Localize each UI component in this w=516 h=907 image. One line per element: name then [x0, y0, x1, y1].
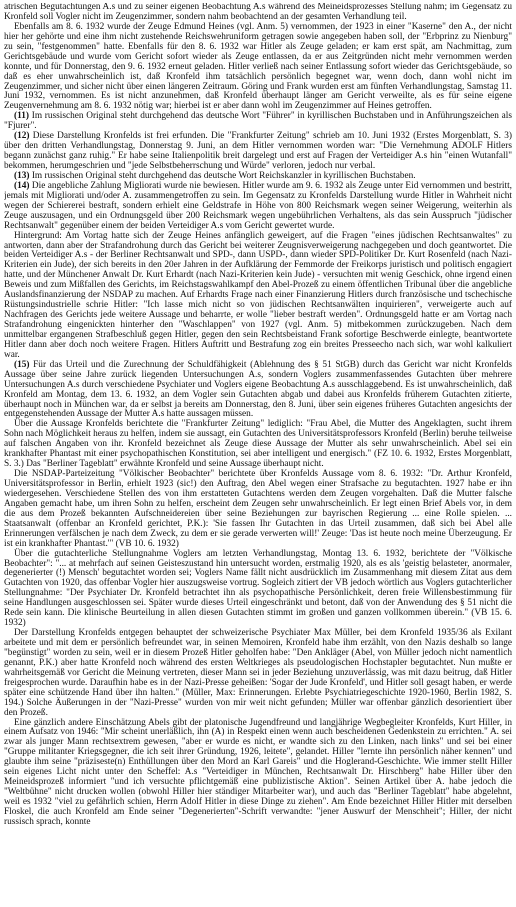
paragraph [4, 420, 512, 470]
paragraph [4, 23, 512, 112]
paragraph-text: Im russischen Original steht durchgehend das deutsche Wort "Führer" in kyrillischen Buchstaben und in Anführungszeichen als "Fjurer". [4, 111, 512, 132]
paragraph-text: Für das Urteil und die Zurechnung der Schuldfähigkeit (Ablehnung des § 51 StGB) durch das Gericht war nicht Kronfelds Aussage über seine Jahre zurück liegenden Untersuchungen A.s, sondern Voglers zusammenfassendes Gutachten über mehrere Untersuchungen A.s durch verschiedene Psychiater und Voglers eigene Beobachtung A.s ausschlaggebend. Es ist unwahrscheinlich, daß Kronfeld am Montag, dem 13. 6. 1932, an dem Vogler sein Gutachten abgab und dabei aus Kronfelds früherem Gutachten zitierte, überhaupt noch in München war, da er selbst ja bereits am Donnerstag, den 8. Juni, über sein eigenes früheres Gutachten angesichts der entgegenstehenden Aussage der Mutter A.s hatte aussagen müssen. [4, 359, 512, 420]
paragraph-text: Über die Aussage Kronfelds berichtete die "Frankfurter Zeitung" lediglich: "Frau Abel, die Mutter des Angeklagten, sucht ihrem Sohn nach Möglichkeit heraus zu helfen, indem sie aussagt, ein Gutachten des Universitätsprofessors Kronfeld (Berlin) beruhe teilweise auf falschen Angaben von ihr. Kronfeld bezeichnet als Zeuge diese Aussage der Mutter als sehr unwahrscheinlich. Abel sei ein krankhafter Phantast mit einer psychopathischen Konstitution, sei aber intelligent und energisch." (FZ 10. 6. 1932, Erstes Morgenblatt, S. 3.) Das "Berliner Tageblatt" erwähnte Kronfeld und seine Aussage überhaupt nicht. [4, 419, 512, 470]
paragraph-text: Über die gutachterliche Stellungnahme Voglers am letzten Verhandlungstag, Montag 13. 6. 1932, berichtete der "Völkische Beobachter": "... at mehrfach auf seinen Geisteszustand hin untersucht worden, erstmalig 1920, als es als 'geistig belasteter, anormaler, degenerierter (!) Mensch' begutachtet worden sei; Voglers Name fällt nicht ausdrücklich im Zusammenhang mit diesem Zitat aus dem Gutachten von 1920, das offenbar Vogler hier auszugsweise vortrug. Sogleich zitiert der VB jedoch wörtlich aus Voglers gutachterlicher Stellungnahme: "Der Psychiater Dr. Kronfeld betrachtet ihn als psychopathische Persönlichkeit, deren freie Willensbestimmung für seine Handlungen ausgeschlossen sei. Später wurde dieses Urteil eingeschränkt und betont, daß von der Anwendung des § 51 nicht die Rede sein kann. Die klinische Beurteilung in allen diesen Gutachten stimmt im großen und ganzen vollkommen überein." (VB 15. 6. 1932) [4, 548, 512, 629]
paragraph-text: Eine gänzlich andere Einschätzung Abels gibt der platonische Jugendfreund und langjährige Wegbegleiter Kronfelds, Kurt Hiller, in einem Aufsatz von 1946: "Mir scheint unerläßlich, ihn (A) in Respekt einen wenn auch bescheidenen Gedenkstein zu errichten." A. sei zwar als junger Mann rechtsextrem gewesen, "aber er wurde es nicht, er wandte sich zu den Linken, nach links" und sei bei einer "Gruppe militanter Kriegsgegner, die ich seit ihrer Gründung, 1926, leitete", gelandet. Hiller "lernte ihn persönlich näher kennen" und glaubte ihm seine "präziseste(n) Enthüllungen über den Mord an Karl Gareis" und die Hoglerand-Geschichte. Wie immer stellt Hiller sein eigenes Licht nicht unter den Scheffel: A.s "Verteidiger in München, Rechtsanwalt Dr. Hirschberg" habe Hiller über den Meineidsprozeß informiert "und ich versuchte pflichtgemäß eine publizistische Aktion". Seinen Artikel über A. habe jedoch die "Weltbühne" nicht drucken wollen (obwohl Hiller hier ständiger Mitarbeiter war), und auch das "Berliner Tageblatt" habe abgelehnt, weil es 1932 "viel zu gefährlich schien, Herrn Adolf Hitler in diese Dinge zu ziehen". Am Ende bezeichnet Hiller Hitler mit derselben Floskel, die auch Kronfeld am Ende seiner "Degenerierten"-Schrift verwandte: "jener Auswurf der Menschheit"; Hiller, der nicht russisch sprach, konnte [4, 717, 512, 827]
paragraph [4, 112, 512, 132]
footnote-number: (12) [14, 131, 30, 142]
paragraph-text: atrischen Begutachtungen A.s und zu seiner eigenen Beobachtung A.s während des Meineidsprozesses Stellung nahm; im Gegensatz zu Kronfeld soll Vogler nicht im Zeugenzimmer, sondern nahm beobachtend an der gesamten Verhandlung teil. [4, 3, 512, 22]
paragraph-text: Diese Darstellung Kronfelds ist frei erfunden. Die "Frankfurter Zeitung" schrieb am 10. Juni 1932 (Erstes Morgenblatt, S. 3) über den dritten Verhandlungstag, Donnerstag 9. Juni, an dem Hitler vernommen worden war: "Die Vernehmung ADOLF Hitlers begann zunächst ganz ruhig." Er habe seine Italienpolitik breit dargelegt und erst auf Fragen der Verteidiger A.s hin "einen Wutanfall" bekommen, herumgeschrien und "jede Selbstbeherrschung und Würde" verloren, jedoch nur verbal. [4, 131, 512, 171]
paragraph [4, 232, 512, 361]
footnote-number: (15) [14, 359, 30, 370]
paragraph-text: Die angebliche Zahlung Migliorati wurde nie bewiesen. Hitler wurde am 9. 6. 1932 als Zeuge unter Eid vernommen und bestritt, jemals mit Migliorati und/oder A. zusammengetroffen zu sein. Im Gegensatz zu Kronfelds Darstellung wurde Hitler in Wahrheit nicht wegen der Schiererei bestraft, sondern erhielt eine Geldstrafe in Höhe von 800 Reichsmark wegen seiner Weigerung, weiterhin als Zeuge auszusagen, und ein Ordnungsgeld über 200 Reichsmark wegen ungebührlichen Verhaltens, als das sein Ausspruch "jüdischer Rechtsanwalt" gegenüber einem der beiden Verteidiger A.s vom Gericht gewertet wurde. [4, 180, 512, 231]
paragraph [4, 3, 512, 23]
paragraph-text: Der Darstellung Kronfelds entgegen behauptet der schweizerische Psychiater Max Müller, bei dem Kronfeld 1935/36 als Exilant arbeitete und mit dem er persönlich befreundet war, in seinen Memoiren, Kronfeld habe ihm erzählt, von den Nazis deshalb so lange "begünstigt" worden zu sein, weil er in diesem Prozeß Hitler geholfen habe: "Den Ankläger (Abel, von Müller jedoch nicht namentlich genannt, P.K.) aber hatte Kronfeld noch während des ersten Weltkrieges als pseudologischen Hochstapler begutachtet. Nun mußte er wahrheitsgemäß vor Gericht die Meinung vertreten, dieser Mann sei in jeder Beziehung unzuverlässig, was mit dazu beitrug, daß Hitler freigesprochen wurde. Daraufhin habe es in der Nazi-Presse geheißen: 'Sogar der Jude Kronfeld', und Hitler soll gesagt haben, er werde später eine schützende Hand über ihn halten." (Müller, Max: Erinnerungen. Erlebte Psychiatriegeschichte 1920-1960, Berlin 1982, S. 194.) Solche Äußerungen in der "Nazi-Presse" wurden von mir weit nicht gefunden; Müller war offenbar gänzlich desorientiert über den Prozeß. [4, 628, 512, 718]
paragraph [4, 629, 512, 718]
paragraph-text: Die NSDAP-Parteizeitung "Völkischer Beobachter" berichtete über Kronfelds Aussage vom 8. 6. 1932: "Dr. Arthur Kronfeld, Universitätsprofessor in Berlin, erhielt 1923 (sic!) den Auftrag, den Abel wegen einer Strafsache zu begutachten. 1927 habe er ihn wiedergesehen. Verschiedene Stellen des von ihm erstatteten Gutachtens werden dem Zeugen vorgehalten. Daß die Mutter falsche Angaben gemacht habe, um ihren Sohn zu helfen, erscheint dem Zeugen sehr unwahrscheinlich. Er legt einen Brief Abels vor, in dem die aus dem Prozeß bekannten Aufschneidereien über seine Beziehungen zur bayrischen Regierung ... eine Rolle spielen. ... Staatsanwalt (offenbar an Kronfeld gerichtet, P.K.): 'Sie fassen Ihr Gutachten in das Urteil zusammen, daß sich bei Abel alle Erinnerungen verfälschen je nach dem Zweck, zu dem er sie gerade verwerten will!' Zeuge: 'Das ist heute noch meine Überzeugung. Er ist ein krankhafter Phantast.'" (VB 10. 6. 1932) [4, 469, 512, 549]
paragraph-text: Hintergrund: Am Vortag hatte sich der Zeuge Heines anfänglich geweigert, auf die Fragen "eines jüdischen Rechtsanwaltes" zu antworten, dann aber der Strafandrohung durch das Gericht bei weiterer Zeugnisverweigerung nachgegeben und doch geantwortet. Die beiden Verteidiger A.s - der Berliner Rechtsanwalt und SPD-, dann USPD-, dann wieder SPD-Politiker Dr. Kurt Rosenfeld (nach Nazi-Kriterien ein Jude), der sich bereits in den 20er Jahren in der Aufklärung der Femmorde der Freikorps juristisch und politisch engagiert hatte, und der Münchener Anwalt Dr. Kurt Erhardt (nach Nazi-Kriterien kein Jude) - versuchten mit wenig Geschick, ohne irgend einen Beweis und zum Mißfallen des Gerichts, im Reichstagswahlkampf den Abel-Prozeß zu einem öffentlichen Tribunal über die angebliche Auslandsfinanzierung der NSDAP zu machen. Auf Erhardts Frage nach einer Finanzierung Hitlers durch französische und tschechische Rüstungsindustrielle schrie Hitler: "Ich lasse mich nicht so von jüdischen Rechtsanwälten inquirieren", verweigerte auch auf Nachfragen des Gerichts jede weitere Aussage und beharrte, er wolle "lieber bestraft werden". Ordnungsgeld hatte er am Vortag nach Strafandrohung eingenickten hinterher den "Waschlappen" von 1927 (vgl. Anm. 5) mitbekommen zurückzugeben. Nach dem unmittelbar ergangenen Strafbeschluß gegen Hitler, gegen den sein Rechtsbeistand Frank sofortige Beschwerde einlegte, beantwortete Hitler dann aber doch noch weitere Fragen. Hitlers Auftritt und Bestrafung zog ein breites Presseecho nach sich, war wohl kalkuliert war. [4, 230, 512, 360]
paragraph [4, 719, 512, 828]
footnote-number: (14) [14, 180, 30, 191]
footnote-number: (13) [14, 170, 30, 181]
paragraph-text: Im russischen Original steht durchgehend das deutsche Wort Reichskanzler in kyrillischen Buchstaben. [31, 170, 416, 181]
paragraph [4, 470, 512, 550]
paragraph [4, 361, 512, 421]
paragraph-text: Ebenfalls am 8. 6. 1932 wurde der Zeuge Edmund Heines (vgl. Anm. 5) vernommen, der 1923 in einer "Kaserne" den A., der nicht hier her gehörte und eine ihm nicht zustehende Reichswehruniform getragen sowie angegeben haben soll, der "Erbprinz zu Nienburg" zu sein, "festgenommen" hatte. Ebenfalls für den 8. 6. 1932 war Hitler als Zeuge geladen; er kam erst spät, am Nachmittag, zum Gerichtsgebäude und wurde vom Gericht sofort wieder als Zeuge entlassen, da er aus Zeitgründen nicht mehr vernommen werden konnte, und für Donnerstag, den 9. 6. 1932 erneut geladen. Hitler verließ nach seiner Entlassung sofort wieder das Gerichtsgebäude, so daß es eher unwahrscheinlich ist, daß Kronfeld ihm tatsächlich persönlich begegnet war, wenn doch, dann wohl nicht im Zeugenzimmer, und sicher nicht über einen längeren Zeitraum. Göring und Frank wurden erst am fünften Verhandlungstag, Samstag 11. Juni 1932, vernommen. Es ist nicht anzunehmen, daß Kronfeld überhaupt länger am Gericht verweilte, als es für seine eigene Zeugenvernehmung am 8. 6. 1932 nötig war; hierbei ist er aber dann wohl im Zeugenzimmer auf Heines getroffen. [4, 21, 512, 112]
paragraph [4, 132, 512, 172]
paragraph [4, 182, 512, 232]
paragraph [4, 550, 512, 630]
document-page [4, 3, 512, 905]
footnote-number: (11) [14, 111, 29, 122]
